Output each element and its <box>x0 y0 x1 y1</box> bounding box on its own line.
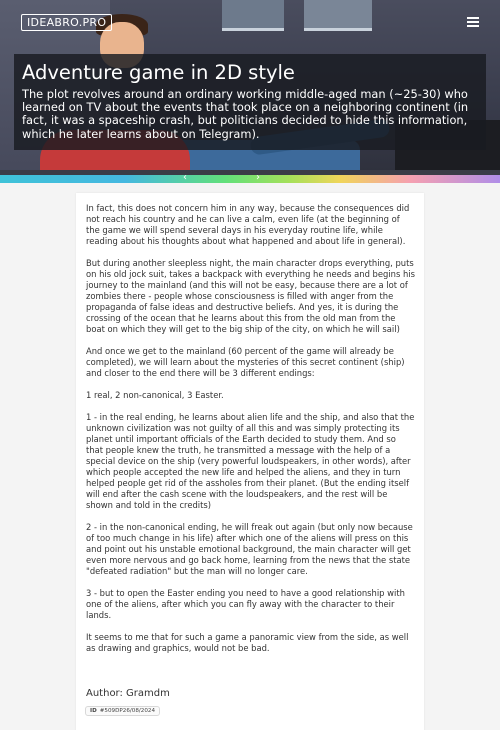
article-paragraph: It seems to me that for such a game a panoramic view from the side, as well as drawing and graphics, would not be bad. <box>86 632 409 653</box>
hero-banner <box>0 0 500 183</box>
slider-next-icon[interactable]: › <box>256 172 260 183</box>
site-logo[interactable]: IDEABRO.PRO <box>21 14 112 31</box>
idea-title-box <box>14 54 486 150</box>
article-paragraph: And once we get to the mainland (60 percent of the game will already be completed), we will learn about the mysteries of this secret continent (ship) and closer to the end there will be 3 different endings: <box>86 346 405 378</box>
idea-id-badge <box>85 706 160 716</box>
hamburger-menu-icon[interactable] <box>467 17 479 27</box>
article-paragraph: 2 - in the non-canonical ending, he will freak out again (but only now because of too much change in his life) after which one of the aliens will press on this and point out his unstable emotional background, the main character will get even more nervous and go back home, learning from the news that the state "defeated radiation" but the man will no longer care. <box>86 522 413 576</box>
idea-subtitle: The plot revolves around an ordinary working middle-aged man (~25-30) who learned on TV about the events that took place on a neighboring continent (in fact, it was a spaceship crash, but politicians decided to hide this information, which he later learns about on Telegram). <box>22 87 469 141</box>
slider-prev-icon[interactable]: ‹ <box>183 172 187 183</box>
article-paragraph: 1 real, 2 non-canonical, 3 Easter. <box>86 390 224 400</box>
author-name: Author: Gramdm <box>86 688 170 699</box>
article-card <box>76 193 424 730</box>
hero-window <box>304 0 372 31</box>
article-paragraph: 1 - in the real ending, he learns about alien life and the ship, and also that the unknown civilization was not guilty of all this and was simply protecting its planet until important officials of the Earth decided to study them. And so that people knew the truth, he transmitted a message with the help of a special device on the ship (very powerful loudspeakers, in other words), after which people accepted the new life and helped the aliens, and they in turn helped people get rid of the assholes from their planet. (But the ending itself will end after the cash scene with the loudspeakers, and the rest will be shown and told in the credits) <box>86 412 415 510</box>
idea-title: Adventure game in 2D style <box>22 61 295 84</box>
slider-controls <box>0 172 500 183</box>
article-paragraph: 3 - but to open the Easter ending you need to have a good relationship with one of the aliens, after which you can fly away with the character to their lands. <box>86 588 405 620</box>
article-paragraph: But during another sleepless night, the main character drops everything, puts on his old jock suit, takes a backpack with everything he needs and begins his journey to the mainland (and this will not be easy, because there are a lot of zombies there - people whose consciousness is filled with anger from the propaganda of false ideas and destructive beliefs. And yes, it is during the crossing of the ocean that he learns about this from the old man from the boat on which they will get to the big ship of the city, on which he will sail) <box>86 258 416 334</box>
hero-window <box>222 0 284 31</box>
id-label: ID <box>90 708 97 714</box>
id-value: #509DP26/08/2024 <box>99 708 156 714</box>
article-paragraph: In fact, this does not concern him in any way, because the consequences did not reach his country and he can live a calm, even life (at the beginning of the game we will spend several days in his everyday routine life, while reading about his thoughts about what happened and about life in general). <box>86 203 410 246</box>
